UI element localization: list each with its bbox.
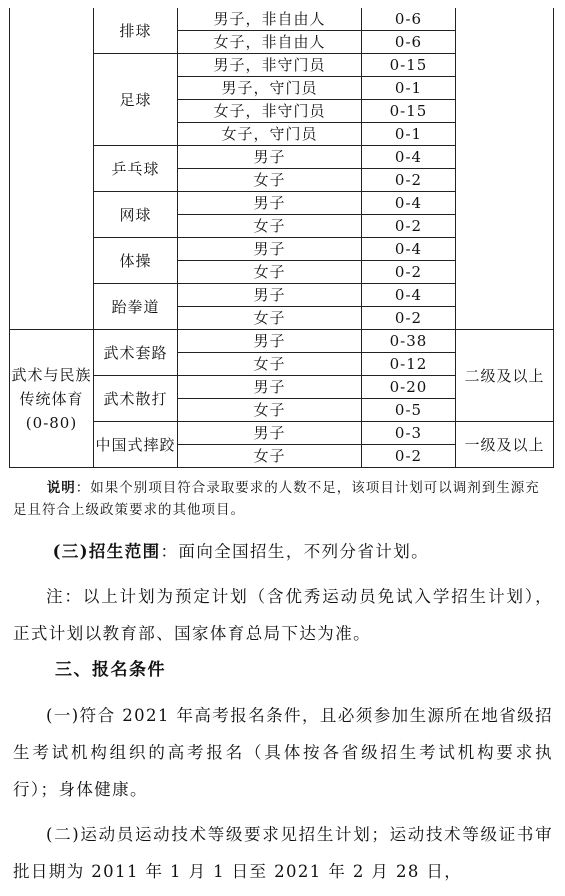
group-cell: 男子，守门员	[178, 77, 362, 100]
scope-text: ：面向全国招生，不列分省计划。	[160, 542, 430, 561]
group-cell: 女子	[178, 353, 362, 376]
quota-cell: 0-5	[362, 399, 456, 422]
group-cell: 男子	[178, 192, 362, 215]
quota-cell: 0-4	[362, 238, 456, 261]
quota-cell: 0-2	[362, 445, 456, 468]
quota-cell: 0-15	[362, 100, 456, 123]
sport-cell: 足球	[94, 54, 178, 146]
group-cell: 女子	[178, 215, 362, 238]
remark-paragraph: 注：以上计划为预定计划（含优秀运动员免试入学招生计划），正式计划以教育部、国家体育总局下达为准。	[13, 587, 553, 643]
group-cell: 男子	[178, 376, 362, 399]
sport-cell: 体操	[94, 238, 178, 284]
group-cell: 女子，非自由人	[178, 31, 362, 54]
scope-paragraph	[13, 537, 553, 567]
quota-cell: 0-6	[362, 31, 456, 54]
sport-cell: 武术散打	[94, 376, 178, 422]
level-cell: 一级及以上	[456, 422, 554, 468]
sport-cell: 跆拳道	[94, 284, 178, 330]
quota-cell: 0-4	[362, 146, 456, 169]
group-cell: 男子，非自由人	[178, 8, 362, 31]
sport-cell: 排球	[94, 8, 178, 54]
quota-cell: 0-2	[362, 215, 456, 238]
group-cell: 女子	[178, 261, 362, 284]
group-cell: 女子	[178, 399, 362, 422]
quota-cell: 0-3	[362, 422, 456, 445]
condition-1: (一)符合 2021 年高考报名条件，且必须参加生源所在地省级招生考试机构组织的高考报名（具体按各省级招生考试机构要求执行）；身体健康。	[13, 706, 553, 799]
quota-cell: 0-4	[362, 192, 456, 215]
quota-cell: 0-12	[362, 353, 456, 376]
quota-cell: 0-38	[362, 330, 456, 353]
sport-cell: 中国式摔跤	[94, 422, 178, 468]
group-cell: 女子	[178, 169, 362, 192]
quota-cell: 0-15	[362, 54, 456, 77]
scope-label: (三)招生范围	[52, 542, 161, 561]
section-title: 三、报名条件	[55, 660, 166, 680]
note-label: 说明	[46, 480, 76, 496]
quota-cell: 0-2	[362, 261, 456, 284]
sport-cell: 网球	[94, 192, 178, 238]
table-row	[10, 8, 554, 31]
sport-cell: 武术套路	[94, 330, 178, 376]
quota-cell: 0-6	[362, 8, 456, 31]
quota-cell: 0-2	[362, 307, 456, 330]
group-cell: 男子，非守门员	[178, 54, 362, 77]
category-cell: 武术与民族传统体育(0-80)	[10, 330, 94, 468]
quota-cell: 0-2	[362, 169, 456, 192]
category-cell	[10, 8, 94, 330]
table-row	[10, 330, 554, 353]
group-cell: 男子	[178, 284, 362, 307]
group-cell: 男子	[178, 146, 362, 169]
quota-cell: 0-20	[362, 376, 456, 399]
condition-2: (二)运动员运动技术等级要求见招生计划；运动技术等级证书审批日期为 2011 年 1 月 1 日至 2021 年 2 月 28 日，	[13, 825, 553, 881]
group-cell: 女子	[178, 445, 362, 468]
level-cell	[456, 8, 554, 330]
quota-cell: 0-1	[362, 123, 456, 146]
group-cell: 男子	[178, 238, 362, 261]
enrollment-plan-table	[9, 8, 554, 468]
group-cell: 女子，守门员	[178, 123, 362, 146]
quota-cell: 0-4	[362, 284, 456, 307]
group-cell: 女子	[178, 307, 362, 330]
sport-cell: 乒乓球	[94, 146, 178, 192]
note-text: ：如果个别项目符合录取要求的人数不足，该项目计划可以调剂到生源充足且符合上级政策要求的其他项目。	[13, 480, 540, 518]
group-cell: 男子	[178, 330, 362, 353]
note-paragraph	[13, 477, 553, 521]
quota-cell: 0-1	[362, 77, 456, 100]
group-cell: 女子，非守门员	[178, 100, 362, 123]
level-cell: 二级及以上	[456, 330, 554, 422]
group-cell: 男子	[178, 422, 362, 445]
